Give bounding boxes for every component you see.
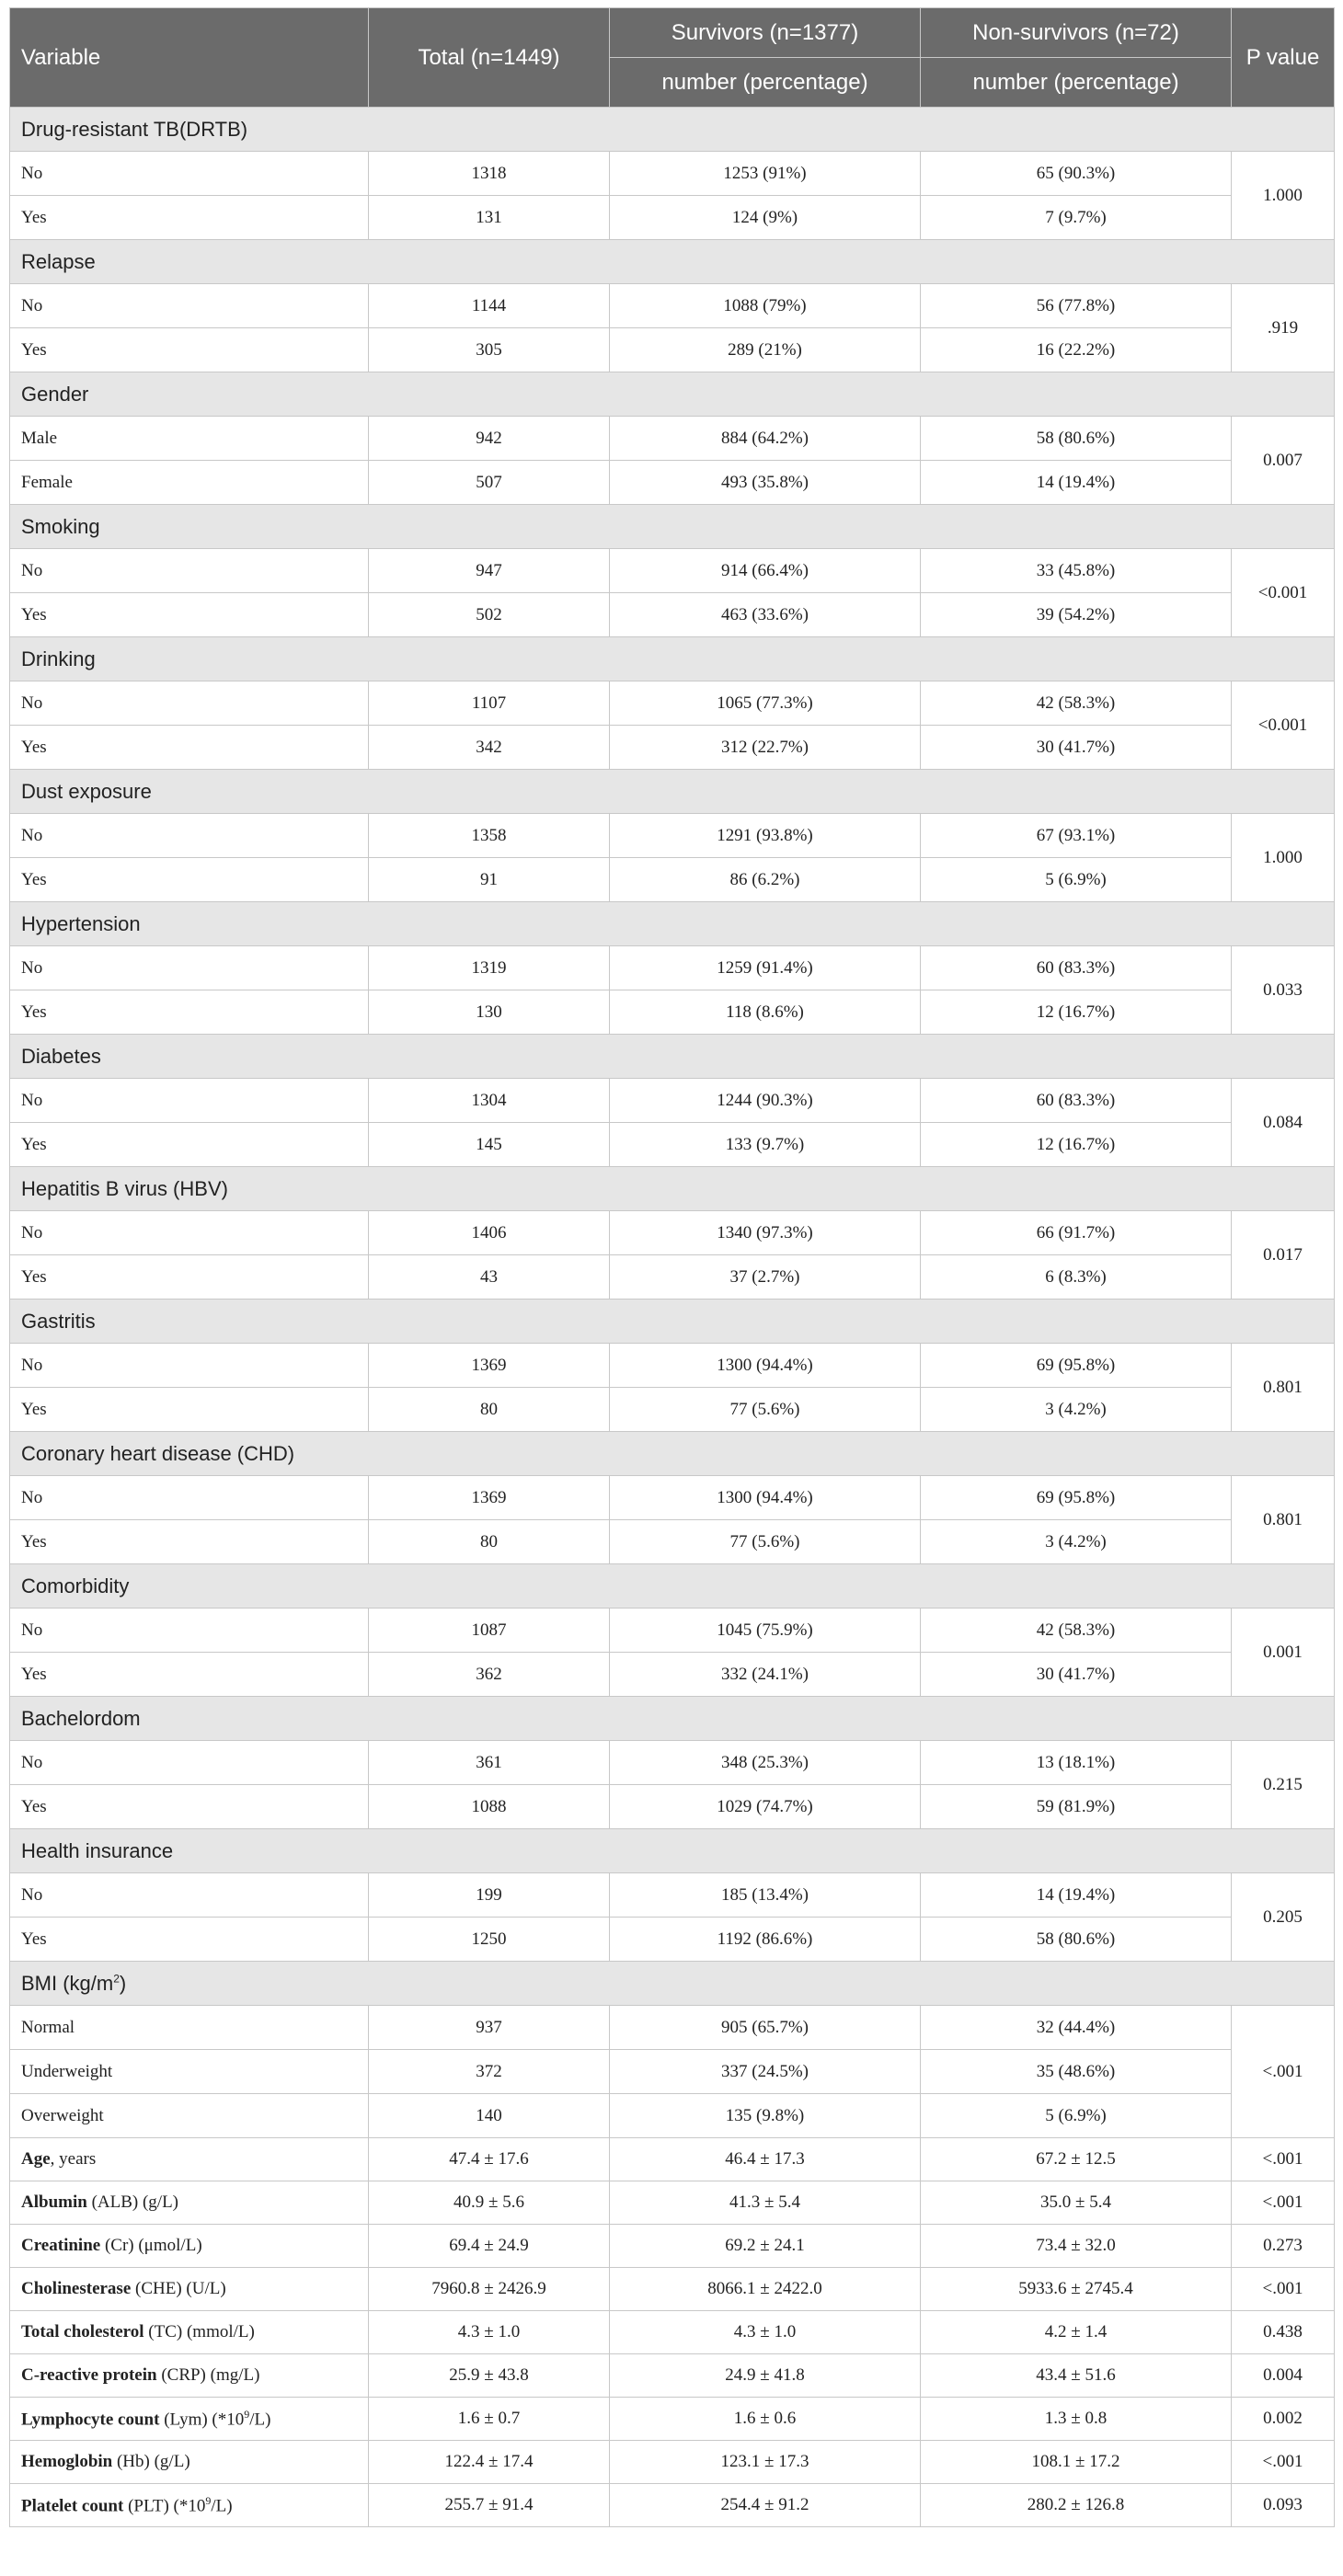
row-label: No [10,1873,369,1918]
survivors-cell: 8066.1 ± 2422.0 [610,2268,921,2311]
non-survivors-cell: 30 (41.7%) [921,726,1232,770]
section-title: Gastritis [10,1299,1335,1344]
section-title: Smoking [10,505,1335,549]
section-row [10,1167,1335,1211]
table-row [10,858,1335,902]
p-value-cell: 0.033 [1232,946,1335,1035]
total-cell: 1358 [369,814,610,858]
survivors-cell: 332 (24.1%) [610,1653,921,1697]
section-row [10,1697,1335,1741]
total-cell: 4.3 ± 1.0 [369,2311,610,2354]
section-title: Drinking [10,637,1335,681]
table-row [10,2225,1335,2268]
row-label: Overweight [10,2094,369,2138]
p-value-cell: 0.215 [1232,1741,1335,1829]
non-survivors-cell: 30 (41.7%) [921,1653,1232,1697]
row-label: Yes [10,1785,369,1829]
row-label: No [10,1609,369,1653]
row-label: Yes [10,1653,369,1697]
survivors-cell: 1340 (97.3%) [610,1211,921,1255]
non-survivors-cell: 5 (6.9%) [921,2094,1232,2138]
survivors-cell: 914 (66.4%) [610,549,921,593]
table-row [10,1344,1335,1388]
row-label-bold: C-reactive protein [21,2365,157,2385]
section-title-text: BMI (kg/m [21,1971,114,1995]
total-cell: 1.6 ± 0.7 [369,2398,610,2441]
total-cell: 1369 [369,1344,610,1388]
row-label: Underweight [10,2050,369,2094]
non-survivors-cell: 65 (90.3%) [921,152,1232,196]
section-row [10,1299,1335,1344]
table-row [10,1873,1335,1918]
header-survivors-sub: number (percentage) [610,58,921,108]
survivors-cell: 24.9 ± 41.8 [610,2354,921,2398]
total-cell: 1319 [369,946,610,990]
p-value-cell: 1.000 [1232,814,1335,902]
p-value-cell: 0.273 [1232,2225,1335,2268]
row-label: Normal [10,2006,369,2050]
total-cell: 25.9 ± 43.8 [369,2354,610,2398]
survivors-cell: 1300 (94.4%) [610,1344,921,1388]
survivors-cell: 1192 (86.6%) [610,1918,921,1962]
table-row [10,2138,1335,2181]
section-title-sup: 2 [113,1972,120,1986]
section-title: Hepatitis B virus (HBV) [10,1167,1335,1211]
row-label [10,2398,369,2441]
table-row [10,2398,1335,2441]
section-title: Bachelordom [10,1697,1335,1741]
row-label-rest: (Hb) (g/L) [112,2452,190,2471]
table-row [10,1476,1335,1520]
row-label-bold: Hemoglobin [21,2452,113,2471]
p-value-cell: 0.002 [1232,2398,1335,2441]
survivors-cell: 1300 (94.4%) [610,1476,921,1520]
total-cell: 362 [369,1653,610,1697]
non-survivors-cell: 32 (44.4%) [921,2006,1232,2050]
survivors-cell: 1244 (90.3%) [610,1079,921,1123]
section-title: Comorbidity [10,1564,1335,1609]
table-row [10,461,1335,505]
non-survivors-cell: 60 (83.3%) [921,1079,1232,1123]
p-value-cell: 0.007 [1232,417,1335,505]
row-label: No [10,1211,369,1255]
row-label: Yes [10,1388,369,1432]
non-survivors-cell: 14 (19.4%) [921,461,1232,505]
table-row [10,726,1335,770]
survivors-cell: 118 (8.6%) [610,990,921,1035]
non-survivors-cell: 16 (22.2%) [921,328,1232,372]
section-title-end: ) [119,1971,127,1995]
row-label: Yes [10,990,369,1035]
section-row [10,1432,1335,1476]
p-value-cell: 0.001 [1232,1609,1335,1697]
table-row [10,1653,1335,1697]
non-survivors-cell: 4.2 ± 1.4 [921,2311,1232,2354]
p-value-cell: 0.017 [1232,1211,1335,1299]
section-row [10,1962,1335,2006]
row-label [10,2484,369,2527]
non-survivors-cell: 58 (80.6%) [921,1918,1232,1962]
row-label: No [10,946,369,990]
non-survivors-cell: 108.1 ± 17.2 [921,2441,1232,2484]
non-survivors-cell: 280.2 ± 126.8 [921,2484,1232,2527]
row-label: Yes [10,328,369,372]
non-survivors-cell: 39 (54.2%) [921,593,1232,637]
non-survivors-cell: 12 (16.7%) [921,990,1232,1035]
table-row [10,1741,1335,1785]
section-row [10,108,1335,152]
table-row [10,2311,1335,2354]
survivors-cell: 905 (65.7%) [610,2006,921,2050]
section-row [10,372,1335,417]
survivors-cell: 254.4 ± 91.2 [610,2484,921,2527]
row-label-bold: Albumin [21,2192,87,2212]
p-value-cell: 0.093 [1232,2484,1335,2527]
p-value-cell: 0.084 [1232,1079,1335,1167]
table-row [10,946,1335,990]
non-survivors-cell: 3 (4.2%) [921,1388,1232,1432]
total-cell: 43 [369,1255,610,1299]
total-cell: 80 [369,1520,610,1564]
survivors-cell: 135 (9.8%) [610,2094,921,2138]
table-row [10,152,1335,196]
survival-comparison-table [9,7,1335,2527]
non-survivors-cell: 73.4 ± 32.0 [921,2225,1232,2268]
total-cell: 342 [369,726,610,770]
section-row [10,1829,1335,1873]
table-row [10,1609,1335,1653]
non-survivors-cell: 12 (16.7%) [921,1123,1232,1167]
total-cell: 80 [369,1388,610,1432]
row-label-rest: (TC) (mmol/L) [143,2322,255,2341]
section-title: Hypertension [10,902,1335,946]
section-title [10,1962,1335,2006]
table-body [10,108,1335,2527]
non-survivors-cell: 60 (83.3%) [921,946,1232,990]
p-value-cell: .919 [1232,284,1335,372]
row-label: Yes [10,593,369,637]
total-cell: 507 [369,461,610,505]
row-label: No [10,549,369,593]
row-label: No [10,1344,369,1388]
survivors-cell: 185 (13.4%) [610,1873,921,1918]
p-value-cell: <.001 [1232,2441,1335,2484]
header-survivors: Survivors (n=1377) [610,8,921,58]
table-row [10,1211,1335,1255]
total-cell: 361 [369,1741,610,1785]
non-survivors-cell: 5 (6.9%) [921,858,1232,902]
total-cell: 47.4 ± 17.6 [369,2138,610,2181]
row-label: Yes [10,196,369,240]
survivors-cell: 1259 (91.4%) [610,946,921,990]
table-row [10,990,1335,1035]
survivors-cell: 1045 (75.9%) [610,1609,921,1653]
non-survivors-cell: 13 (18.1%) [921,1741,1232,1785]
table-row [10,681,1335,726]
row-label-rest: (CRP) (mg/L) [156,2365,260,2385]
row-label: Yes [10,726,369,770]
survivors-cell: 77 (5.6%) [610,1388,921,1432]
p-value-cell: 0.205 [1232,1873,1335,1962]
non-survivors-cell: 56 (77.8%) [921,284,1232,328]
survivors-cell: 337 (24.5%) [610,2050,921,2094]
row-label: No [10,814,369,858]
survivors-cell: 69.2 ± 24.1 [610,2225,921,2268]
total-cell: 122.4 ± 17.4 [369,2441,610,2484]
survivors-cell: 123.1 ± 17.3 [610,2441,921,2484]
row-label: Yes [10,1520,369,1564]
row-label [10,2138,369,2181]
section-title: Dust exposure [10,770,1335,814]
row-label: Yes [10,858,369,902]
total-cell: 1369 [369,1476,610,1520]
section-title: Health insurance [10,1829,1335,1873]
survivors-cell: 124 (9%) [610,196,921,240]
section-row [10,1564,1335,1609]
survivors-cell: 289 (21%) [610,328,921,372]
survivors-cell: 884 (64.2%) [610,417,921,461]
total-cell: 199 [369,1873,610,1918]
total-cell: 372 [369,2050,610,2094]
table-row [10,1079,1335,1123]
total-cell: 145 [369,1123,610,1167]
row-label-rest2: /L) [211,2496,233,2516]
table-row [10,284,1335,328]
row-label: Female [10,461,369,505]
table-row [10,814,1335,858]
non-survivors-cell: 58 (80.6%) [921,417,1232,461]
table-row [10,417,1335,461]
table-row [10,1123,1335,1167]
survivors-cell: 1.6 ± 0.6 [610,2398,921,2441]
p-value-cell: 0.801 [1232,1476,1335,1564]
row-label: No [10,1079,369,1123]
header-p-value: P value [1232,8,1335,108]
total-cell: 69.4 ± 24.9 [369,2225,610,2268]
non-survivors-cell: 1.3 ± 0.8 [921,2398,1232,2441]
total-cell: 1144 [369,284,610,328]
p-value-cell: 0.004 [1232,2354,1335,2398]
table-row [10,2441,1335,2484]
p-value-cell: 1.000 [1232,152,1335,240]
total-cell: 1250 [369,1918,610,1962]
header-total: Total (n=1449) [369,8,610,108]
total-cell: 1087 [369,1609,610,1653]
table-row [10,1255,1335,1299]
total-cell: 255.7 ± 91.4 [369,2484,610,2527]
table-row [10,328,1335,372]
p-value-cell: <.001 [1232,2138,1335,2181]
table-row [10,2050,1335,2094]
non-survivors-cell: 5933.6 ± 2745.4 [921,2268,1232,2311]
survivors-cell: 1065 (77.3%) [610,681,921,726]
total-cell: 1088 [369,1785,610,1829]
row-label-sup: 9 [244,2407,250,2421]
non-survivors-cell: 67.2 ± 12.5 [921,2138,1232,2181]
p-value-cell: <.001 [1232,2181,1335,2225]
total-cell: 305 [369,328,610,372]
row-label: Yes [10,1123,369,1167]
total-cell: 91 [369,858,610,902]
table-row [10,2354,1335,2398]
table-row [10,1520,1335,1564]
non-survivors-cell: 66 (91.7%) [921,1211,1232,1255]
non-survivors-cell: 42 (58.3%) [921,681,1232,726]
non-survivors-cell: 3 (4.2%) [921,1520,1232,1564]
survivors-cell: 1253 (91%) [610,152,921,196]
p-value-cell: 0.438 [1232,2311,1335,2354]
table-row [10,593,1335,637]
section-title: Diabetes [10,1035,1335,1079]
non-survivors-cell: 14 (19.4%) [921,1873,1232,1918]
p-value-cell: <.001 [1232,2268,1335,2311]
p-value-cell: <0.001 [1232,549,1335,637]
survivors-cell: 86 (6.2%) [610,858,921,902]
total-cell: 1318 [369,152,610,196]
row-label-bold: Total cholesterol [21,2322,144,2341]
survivors-cell: 46.4 ± 17.3 [610,2138,921,2181]
survivors-cell: 1088 (79%) [610,284,921,328]
total-cell: 7960.8 ± 2426.9 [369,2268,610,2311]
row-label [10,2225,369,2268]
section-title: Gender [10,372,1335,417]
total-cell: 947 [369,549,610,593]
survivors-cell: 4.3 ± 1.0 [610,2311,921,2354]
section-title: Relapse [10,240,1335,284]
row-label-bold: Age [21,2149,51,2169]
row-label-rest: (PLT) (*10 [123,2496,206,2516]
row-label-rest: , years [50,2149,97,2169]
table-row [10,1918,1335,1962]
survivors-cell: 41.3 ± 5.4 [610,2181,921,2225]
row-label-bold: Platelet count [21,2496,124,2516]
table-header [10,8,1335,108]
row-label-rest: (CHE) (U/L) [131,2279,226,2298]
survivors-cell: 1029 (74.7%) [610,1785,921,1829]
row-label: Male [10,417,369,461]
survivors-cell: 312 (22.7%) [610,726,921,770]
non-survivors-cell: 69 (95.8%) [921,1476,1232,1520]
non-survivors-cell: 7 (9.7%) [921,196,1232,240]
non-survivors-cell: 35.0 ± 5.4 [921,2181,1232,2225]
row-label-sup: 9 [205,2493,212,2507]
section-row [10,637,1335,681]
table-row [10,2181,1335,2225]
survivors-cell: 463 (33.6%) [610,593,921,637]
row-label [10,2268,369,2311]
table-row [10,1388,1335,1432]
table-row [10,2094,1335,2138]
table-row [10,2268,1335,2311]
non-survivors-cell: 59 (81.9%) [921,1785,1232,1829]
row-label-rest: (ALB) (g/L) [86,2192,179,2212]
survivors-cell: 77 (5.6%) [610,1520,921,1564]
survivors-cell: 348 (25.3%) [610,1741,921,1785]
non-survivors-cell: 6 (8.3%) [921,1255,1232,1299]
header-non-survivors: Non-survivors (n=72) [921,8,1232,58]
table-row [10,2006,1335,2050]
survivors-cell: 1291 (93.8%) [610,814,921,858]
section-title: Coronary heart disease (CHD) [10,1432,1335,1476]
total-cell: 1406 [369,1211,610,1255]
p-value-cell: <0.001 [1232,681,1335,770]
total-cell: 140 [369,2094,610,2138]
table-row [10,1785,1335,1829]
row-label-bold: Cholinesterase [21,2279,132,2298]
p-value-cell: 0.801 [1232,1344,1335,1432]
total-cell: 1107 [369,681,610,726]
total-cell: 1304 [369,1079,610,1123]
row-label-rest2: /L) [249,2410,271,2430]
non-survivors-cell: 43.4 ± 51.6 [921,2354,1232,2398]
section-row [10,505,1335,549]
non-survivors-cell: 69 (95.8%) [921,1344,1232,1388]
table-row [10,549,1335,593]
row-label [10,2311,369,2354]
table-row [10,2484,1335,2527]
section-row [10,240,1335,284]
row-label: Yes [10,1918,369,1962]
non-survivors-cell: 33 (45.8%) [921,549,1232,593]
total-cell: 40.9 ± 5.6 [369,2181,610,2225]
table-row [10,196,1335,240]
total-cell: 131 [369,196,610,240]
row-label: No [10,1476,369,1520]
row-label: Yes [10,1255,369,1299]
header-variable: Variable [10,8,369,108]
row-label: No [10,152,369,196]
header-non-survivors-sub: number (percentage) [921,58,1232,108]
p-value-cell: <.001 [1232,2006,1335,2138]
row-label [10,2181,369,2225]
row-label-bold: Lymphocyte count [21,2410,160,2430]
non-survivors-cell: 42 (58.3%) [921,1609,1232,1653]
section-row [10,1035,1335,1079]
non-survivors-cell: 35 (48.6%) [921,2050,1232,2094]
row-label [10,2441,369,2484]
survivors-cell: 37 (2.7%) [610,1255,921,1299]
total-cell: 502 [369,593,610,637]
row-label [10,2354,369,2398]
row-label: No [10,1741,369,1785]
non-survivors-cell: 67 (93.1%) [921,814,1232,858]
survivors-cell: 493 (35.8%) [610,461,921,505]
section-title: Drug-resistant TB(DRTB) [10,108,1335,152]
row-label: No [10,681,369,726]
section-row [10,902,1335,946]
total-cell: 937 [369,2006,610,2050]
total-cell: 130 [369,990,610,1035]
row-label-bold: Creatinine [21,2236,101,2255]
total-cell: 942 [369,417,610,461]
section-row [10,770,1335,814]
row-label-rest: (Lym) (*10 [159,2410,245,2430]
survivors-cell: 133 (9.7%) [610,1123,921,1167]
row-label: No [10,284,369,328]
row-label-rest: (Cr) (μmol/L) [100,2236,202,2255]
